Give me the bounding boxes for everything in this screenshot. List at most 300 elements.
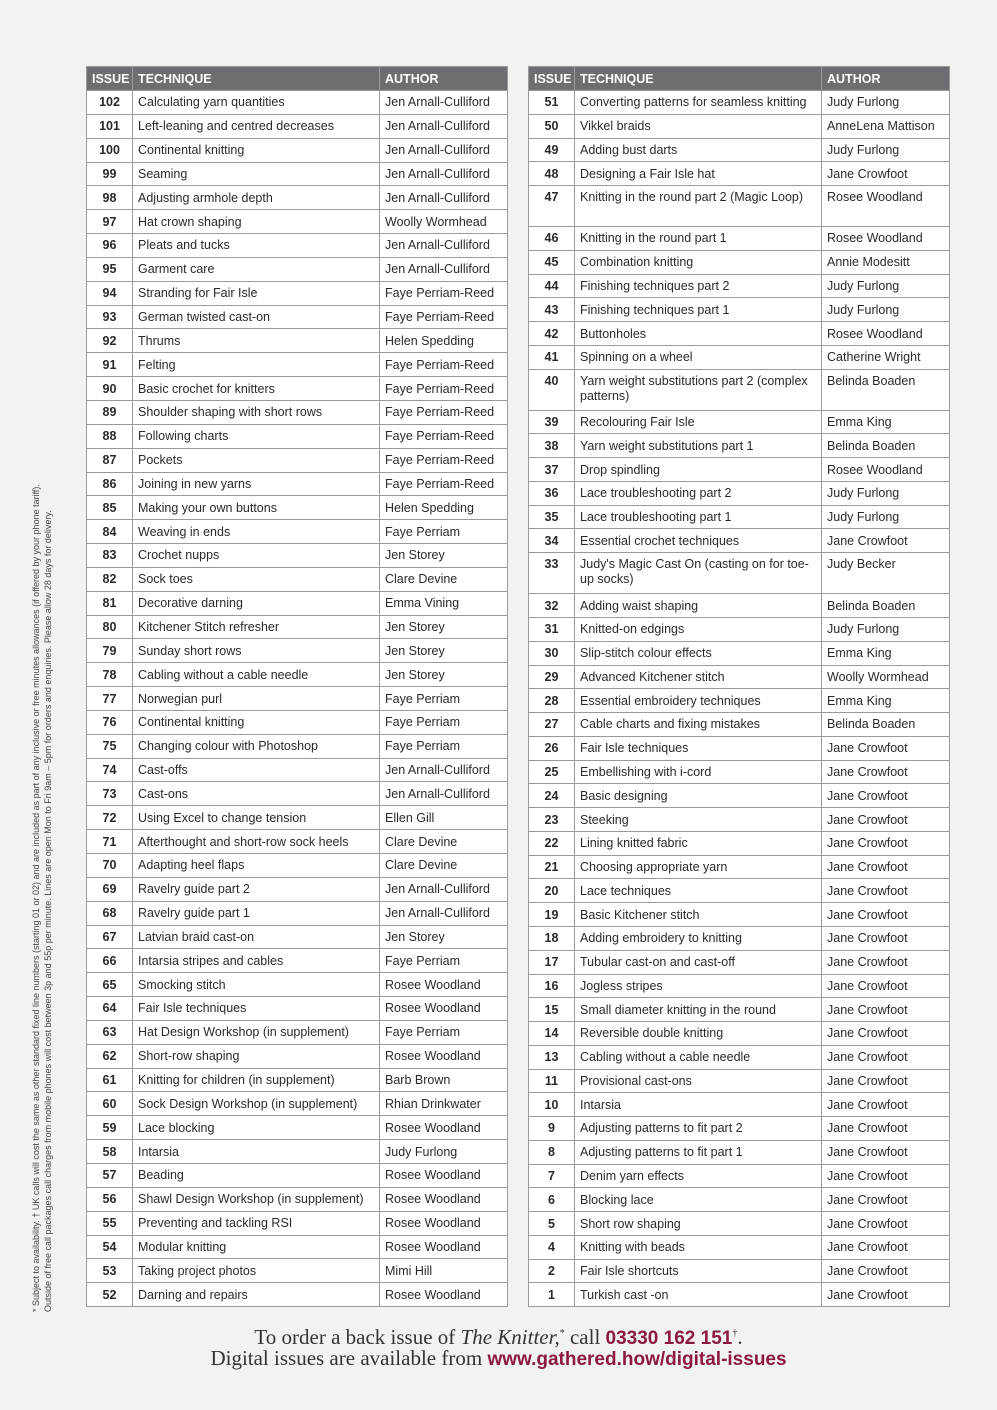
author: Faye Perriam-Reed bbox=[380, 448, 508, 472]
author: Jen Arnall-Culliford bbox=[380, 114, 508, 138]
author: Jen Arnall-Culliford bbox=[380, 782, 508, 806]
technique: Adding bust darts bbox=[575, 138, 822, 162]
author: Jane Crowfoot bbox=[822, 998, 950, 1022]
technique: Denim yarn effects bbox=[575, 1164, 822, 1188]
issue-number: 53 bbox=[87, 1259, 133, 1283]
technique: Sock Design Workshop (in supplement) bbox=[133, 1092, 380, 1116]
author: Catherine Wright bbox=[822, 345, 950, 369]
author: Jane Crowfoot bbox=[822, 1069, 950, 1093]
issue-number: 93 bbox=[87, 305, 133, 329]
issue-number: 76 bbox=[87, 710, 133, 734]
author: Rosee Woodland bbox=[380, 973, 508, 997]
technique: Kitchener Stitch refresher bbox=[133, 615, 380, 639]
table-row bbox=[529, 855, 950, 879]
table-row bbox=[87, 114, 508, 138]
header-author: AUTHOR bbox=[822, 67, 950, 91]
issue-number: 16 bbox=[529, 974, 575, 998]
issue-number: 83 bbox=[87, 544, 133, 568]
issue-number: 84 bbox=[87, 520, 133, 544]
author: Faye Perriam bbox=[380, 687, 508, 711]
author: Jane Crowfoot bbox=[822, 1235, 950, 1259]
author: Jane Crowfoot bbox=[822, 1188, 950, 1212]
issue-number: 27 bbox=[529, 713, 575, 737]
issue-number: 40 bbox=[529, 369, 575, 410]
author: Belinda Boaden bbox=[822, 594, 950, 618]
technique: Adjusting patterns to fit part 1 bbox=[575, 1140, 822, 1164]
table-header-row bbox=[87, 67, 508, 91]
technique: Jogless stripes bbox=[575, 974, 822, 998]
table-row bbox=[529, 784, 950, 808]
order-call: call bbox=[564, 1325, 606, 1349]
table-row bbox=[87, 854, 508, 878]
table-row bbox=[87, 472, 508, 496]
author: Jen Arnall-Culliford bbox=[380, 91, 508, 115]
table-row bbox=[87, 1020, 508, 1044]
issue-number: 44 bbox=[529, 274, 575, 298]
issue-number: 75 bbox=[87, 734, 133, 758]
author: Jen Storey bbox=[380, 663, 508, 687]
technique: Buttonholes bbox=[575, 322, 822, 346]
table-row bbox=[87, 710, 508, 734]
technique: Calculating yarn quantities bbox=[133, 91, 380, 115]
technique: Advanced Kitchener stitch bbox=[575, 665, 822, 689]
author: AnneLena Mattison bbox=[822, 114, 950, 138]
technique: Lining knitted fabric bbox=[575, 831, 822, 855]
technique: Spinning on a wheel bbox=[575, 345, 822, 369]
technique: Cable charts and fixing mistakes bbox=[575, 713, 822, 737]
table-row bbox=[87, 1068, 508, 1092]
table-row bbox=[529, 553, 950, 594]
technique: Cabling without a cable needle bbox=[133, 663, 380, 687]
author: Jen Storey bbox=[380, 639, 508, 663]
table-row bbox=[529, 1045, 950, 1069]
issue-number: 58 bbox=[87, 1140, 133, 1164]
issue-number: 78 bbox=[87, 663, 133, 687]
issue-number: 67 bbox=[87, 925, 133, 949]
issue-number: 1 bbox=[529, 1283, 575, 1307]
author: Rosee Woodland bbox=[380, 1163, 508, 1187]
issue-number: 20 bbox=[529, 879, 575, 903]
table-row bbox=[529, 926, 950, 950]
issue-number: 43 bbox=[529, 298, 575, 322]
issue-number: 10 bbox=[529, 1093, 575, 1117]
author: Faye Perriam-Reed bbox=[380, 424, 508, 448]
author: Jane Crowfoot bbox=[822, 1140, 950, 1164]
digital-issues-link[interactable]: www.gathered.how/digital-issues bbox=[487, 1349, 787, 1370]
author: Jane Crowfoot bbox=[822, 1022, 950, 1046]
author: Jen Arnall-Culliford bbox=[380, 138, 508, 162]
technique: Adding waist shaping bbox=[575, 594, 822, 618]
table-row bbox=[529, 298, 950, 322]
author: Jen Arnall-Culliford bbox=[380, 901, 508, 925]
issue-number: 7 bbox=[529, 1164, 575, 1188]
table-row bbox=[87, 830, 508, 854]
author: Faye Perriam bbox=[380, 1020, 508, 1044]
table-row bbox=[87, 305, 508, 329]
table-row bbox=[529, 950, 950, 974]
issue-number: 82 bbox=[87, 567, 133, 591]
call-cost-mark: † bbox=[732, 1328, 738, 1339]
table-row bbox=[529, 1235, 950, 1259]
table-row bbox=[529, 689, 950, 713]
header-issue: ISSUE bbox=[529, 67, 575, 91]
issue-number: 35 bbox=[529, 505, 575, 529]
back-issues-table-right bbox=[528, 66, 950, 1307]
author: Helen Spedding bbox=[380, 329, 508, 353]
author: Jane Crowfoot bbox=[822, 162, 950, 186]
issue-number: 34 bbox=[529, 529, 575, 553]
author: Belinda Boaden bbox=[822, 434, 950, 458]
table-row bbox=[529, 481, 950, 505]
issue-number: 69 bbox=[87, 877, 133, 901]
author: Rosee Woodland bbox=[380, 997, 508, 1021]
author: Judy Furlong bbox=[822, 481, 950, 505]
table-row bbox=[87, 1163, 508, 1187]
digital-prefix: Digital issues are available from bbox=[210, 1346, 488, 1370]
author: Rosee Woodland bbox=[822, 186, 950, 227]
issue-number: 81 bbox=[87, 591, 133, 615]
issue-number: 11 bbox=[529, 1069, 575, 1093]
technique: Taking project photos bbox=[133, 1259, 380, 1283]
author: Woolly Wormhead bbox=[822, 665, 950, 689]
table-row bbox=[87, 687, 508, 711]
technique: Stranding for Fair Isle bbox=[133, 281, 380, 305]
table-row bbox=[529, 250, 950, 274]
issue-number: 17 bbox=[529, 950, 575, 974]
technique: Small diameter knitting in the round bbox=[575, 998, 822, 1022]
table-row bbox=[87, 1283, 508, 1307]
author: Jen Storey bbox=[380, 615, 508, 639]
technique: Shawl Design Workshop (in supplement) bbox=[133, 1187, 380, 1211]
technique: Short row shaping bbox=[575, 1212, 822, 1236]
issue-number: 102 bbox=[87, 91, 133, 115]
issue-number: 22 bbox=[529, 831, 575, 855]
author: Jane Crowfoot bbox=[822, 831, 950, 855]
technique: Fair Isle shortcuts bbox=[575, 1259, 822, 1283]
technique: Knitted-on edgings bbox=[575, 618, 822, 642]
author: Jane Crowfoot bbox=[822, 903, 950, 927]
technique: Afterthought and short-row sock heels bbox=[133, 830, 380, 854]
issue-number: 66 bbox=[87, 949, 133, 973]
table-row bbox=[87, 377, 508, 401]
table-row bbox=[529, 529, 950, 553]
issue-number: 92 bbox=[87, 329, 133, 353]
technique: Joining in new yarns bbox=[133, 472, 380, 496]
technique: Norwegian purl bbox=[133, 687, 380, 711]
author: Rosee Woodland bbox=[380, 1211, 508, 1235]
table-row bbox=[529, 641, 950, 665]
table-row bbox=[529, 227, 950, 251]
author: Jen Arnall-Culliford bbox=[380, 186, 508, 210]
table-row bbox=[87, 400, 508, 424]
technique: Embellishing with i-cord bbox=[575, 760, 822, 784]
table-row bbox=[87, 1044, 508, 1068]
table-row bbox=[87, 1259, 508, 1283]
technique: Knitting with beads bbox=[575, 1235, 822, 1259]
technique: Shoulder shaping with short rows bbox=[133, 400, 380, 424]
technique: Felting bbox=[133, 353, 380, 377]
issue-number: 91 bbox=[87, 353, 133, 377]
table-row bbox=[87, 1235, 508, 1259]
author: Emma King bbox=[822, 641, 950, 665]
technique: Short-row shaping bbox=[133, 1044, 380, 1068]
table-row bbox=[87, 210, 508, 234]
order-end: . bbox=[737, 1325, 743, 1349]
issue-number: 64 bbox=[87, 997, 133, 1021]
table-row bbox=[529, 831, 950, 855]
table-row bbox=[529, 1022, 950, 1046]
table-row bbox=[529, 186, 950, 227]
issue-number: 25 bbox=[529, 760, 575, 784]
header-technique: TECHNIQUE bbox=[133, 67, 380, 91]
author: Jane Crowfoot bbox=[822, 529, 950, 553]
author: Faye Perriam-Reed bbox=[380, 353, 508, 377]
phone-number[interactable]: 03330 162 151 bbox=[605, 1328, 733, 1349]
author: Clare Devine bbox=[380, 854, 508, 878]
table-header-row bbox=[529, 67, 950, 91]
technique: Seaming bbox=[133, 162, 380, 186]
issue-number: 42 bbox=[529, 322, 575, 346]
technique: Slip-stitch colour effects bbox=[575, 641, 822, 665]
issue-number: 15 bbox=[529, 998, 575, 1022]
author: Jane Crowfoot bbox=[822, 855, 950, 879]
technique: Judy's Magic Cast On (casting on for toe-up socks) bbox=[575, 553, 822, 594]
technique: Changing colour with Photoshop bbox=[133, 734, 380, 758]
author: Jane Crowfoot bbox=[822, 1259, 950, 1283]
table-row bbox=[529, 665, 950, 689]
technique: Intarsia bbox=[575, 1093, 822, 1117]
table-row bbox=[529, 618, 950, 642]
table-row bbox=[529, 713, 950, 737]
table-row bbox=[87, 1211, 508, 1235]
author: Clare Devine bbox=[380, 830, 508, 854]
technique: Ravelry guide part 1 bbox=[133, 901, 380, 925]
table-row bbox=[529, 1259, 950, 1283]
author: Jen Arnall-Culliford bbox=[380, 758, 508, 782]
issue-number: 50 bbox=[529, 114, 575, 138]
table-row bbox=[529, 1164, 950, 1188]
issue-number: 13 bbox=[529, 1045, 575, 1069]
technique: German twisted cast-on bbox=[133, 305, 380, 329]
author: Faye Perriam-Reed bbox=[380, 281, 508, 305]
issue-number: 19 bbox=[529, 903, 575, 927]
table-row bbox=[529, 1212, 950, 1236]
issue-number: 2 bbox=[529, 1259, 575, 1283]
technique: Vikkel braids bbox=[575, 114, 822, 138]
author: Jane Crowfoot bbox=[822, 1045, 950, 1069]
issue-number: 90 bbox=[87, 377, 133, 401]
issue-number: 54 bbox=[87, 1235, 133, 1259]
issue-number: 49 bbox=[529, 138, 575, 162]
table-row bbox=[87, 901, 508, 925]
table-row bbox=[529, 322, 950, 346]
technique: Thrums bbox=[133, 329, 380, 353]
technique: Adjusting armhole depth bbox=[133, 186, 380, 210]
author: Jane Crowfoot bbox=[822, 760, 950, 784]
author: Faye Perriam bbox=[380, 949, 508, 973]
back-issues-table-left bbox=[86, 66, 508, 1307]
author: Jane Crowfoot bbox=[822, 1164, 950, 1188]
author: Jen Storey bbox=[380, 925, 508, 949]
table-row bbox=[87, 162, 508, 186]
technique: Choosing appropriate yarn bbox=[575, 855, 822, 879]
issue-number: 52 bbox=[87, 1283, 133, 1307]
table-row bbox=[529, 458, 950, 482]
table-row bbox=[529, 594, 950, 618]
technique: Yarn weight substitutions part 2 (complex patterns) bbox=[575, 369, 822, 410]
table-row bbox=[87, 806, 508, 830]
technique: Knitting for children (in supplement) bbox=[133, 1068, 380, 1092]
issue-number: 94 bbox=[87, 281, 133, 305]
author: Judy Furlong bbox=[822, 138, 950, 162]
author: Judy Furlong bbox=[822, 91, 950, 115]
table-row bbox=[529, 162, 950, 186]
table-row bbox=[529, 434, 950, 458]
author: Rosee Woodland bbox=[380, 1187, 508, 1211]
table-row bbox=[87, 496, 508, 520]
issue-number: 74 bbox=[87, 758, 133, 782]
author: Mimi Hill bbox=[380, 1259, 508, 1283]
table-row bbox=[529, 91, 950, 115]
author: Judy Becker bbox=[822, 553, 950, 594]
author: Rosee Woodland bbox=[380, 1116, 508, 1140]
technique: Left-leaning and centred decreases bbox=[133, 114, 380, 138]
issue-number: 68 bbox=[87, 901, 133, 925]
issue-number: 36 bbox=[529, 481, 575, 505]
technique: Combination knitting bbox=[575, 250, 822, 274]
technique: Blocking lace bbox=[575, 1188, 822, 1212]
table-row bbox=[529, 1140, 950, 1164]
table-row bbox=[87, 353, 508, 377]
technique: Cast-ons bbox=[133, 782, 380, 806]
table-row bbox=[529, 903, 950, 927]
author: Judy Furlong bbox=[822, 274, 950, 298]
table-row bbox=[87, 1116, 508, 1140]
technique: Tubular cast-on and cast-off bbox=[575, 950, 822, 974]
author: Rosee Woodland bbox=[822, 458, 950, 482]
technique: Basic Kitchener stitch bbox=[575, 903, 822, 927]
table-row bbox=[87, 1140, 508, 1164]
issue-number: 30 bbox=[529, 641, 575, 665]
technique: Finishing techniques part 2 bbox=[575, 274, 822, 298]
issue-number: 60 bbox=[87, 1092, 133, 1116]
issue-number: 99 bbox=[87, 162, 133, 186]
technique: Ravelry guide part 2 bbox=[133, 877, 380, 901]
technique: Basic crochet for knitters bbox=[133, 377, 380, 401]
issue-number: 71 bbox=[87, 830, 133, 854]
author: Annie Modesitt bbox=[822, 250, 950, 274]
table-row bbox=[87, 615, 508, 639]
technique: Converting patterns for seamless knitting bbox=[575, 91, 822, 115]
issue-number: 4 bbox=[529, 1235, 575, 1259]
author: Jen Arnall-Culliford bbox=[380, 877, 508, 901]
table-row bbox=[529, 974, 950, 998]
table-row bbox=[529, 114, 950, 138]
technique: Essential crochet techniques bbox=[575, 529, 822, 553]
table-row bbox=[87, 329, 508, 353]
table-row bbox=[87, 925, 508, 949]
issue-number: 80 bbox=[87, 615, 133, 639]
author: Rosee Woodland bbox=[822, 322, 950, 346]
technique: Finishing techniques part 1 bbox=[575, 298, 822, 322]
issue-number: 56 bbox=[87, 1187, 133, 1211]
issue-number: 89 bbox=[87, 400, 133, 424]
issue-number: 32 bbox=[529, 594, 575, 618]
issue-number: 97 bbox=[87, 210, 133, 234]
technique: Sock toes bbox=[133, 567, 380, 591]
author: Judy Furlong bbox=[822, 618, 950, 642]
table-row bbox=[529, 505, 950, 529]
table-row bbox=[87, 234, 508, 258]
technique: Crochet nupps bbox=[133, 544, 380, 568]
author: Belinda Boaden bbox=[822, 713, 950, 737]
author: Jane Crowfoot bbox=[822, 926, 950, 950]
author: Rosee Woodland bbox=[380, 1235, 508, 1259]
table-row bbox=[87, 949, 508, 973]
technique: Turkish cast -on bbox=[575, 1283, 822, 1307]
technique: Essential embroidery techniques bbox=[575, 689, 822, 713]
author: Emma Vining bbox=[380, 591, 508, 615]
table-row bbox=[529, 1188, 950, 1212]
author: Jane Crowfoot bbox=[822, 1212, 950, 1236]
technique: Lace blocking bbox=[133, 1116, 380, 1140]
issue-number: 101 bbox=[87, 114, 133, 138]
issue-number: 51 bbox=[529, 91, 575, 115]
technique: Making your own buttons bbox=[133, 496, 380, 520]
issue-number: 6 bbox=[529, 1188, 575, 1212]
table-body-left bbox=[87, 91, 508, 1307]
technique: Beading bbox=[133, 1163, 380, 1187]
issue-number: 77 bbox=[87, 687, 133, 711]
table-row bbox=[529, 1117, 950, 1141]
author: Jen Storey bbox=[380, 544, 508, 568]
technique: Hat crown shaping bbox=[133, 210, 380, 234]
technique: Adding embroidery to knitting bbox=[575, 926, 822, 950]
technique: Reversible double knitting bbox=[575, 1022, 822, 1046]
technique: Smocking stitch bbox=[133, 973, 380, 997]
technique: Weaving in ends bbox=[133, 520, 380, 544]
author: Faye Perriam-Reed bbox=[380, 472, 508, 496]
issue-number: 73 bbox=[87, 782, 133, 806]
issue-number: 18 bbox=[529, 926, 575, 950]
issue-number: 98 bbox=[87, 186, 133, 210]
technique: Fair Isle techniques bbox=[133, 997, 380, 1021]
issue-number: 100 bbox=[87, 138, 133, 162]
technique: Cabling without a cable needle bbox=[575, 1045, 822, 1069]
issue-number: 41 bbox=[529, 345, 575, 369]
table-row bbox=[87, 91, 508, 115]
issue-number: 8 bbox=[529, 1140, 575, 1164]
technique: Sunday short rows bbox=[133, 639, 380, 663]
terms-line-1: * Subject to availability. † UK calls will cost the same as other standard fixed line numbers (starting 01 or 02) and are included as part of any inclusive or free minutes allowances (if offered by your phone tariff). bbox=[31, 484, 41, 1312]
technique: Using Excel to change tension bbox=[133, 806, 380, 830]
issue-number: 23 bbox=[529, 808, 575, 832]
table-row bbox=[87, 782, 508, 806]
issue-number: 31 bbox=[529, 618, 575, 642]
author: Jane Crowfoot bbox=[822, 1093, 950, 1117]
table-row bbox=[529, 1283, 950, 1307]
author: Helen Spedding bbox=[380, 496, 508, 520]
technique: Pleats and tucks bbox=[133, 234, 380, 258]
author: Jen Arnall-Culliford bbox=[380, 162, 508, 186]
issue-number: 57 bbox=[87, 1163, 133, 1187]
issue-number: 88 bbox=[87, 424, 133, 448]
author: Faye Perriam-Reed bbox=[380, 305, 508, 329]
technique: Decorative darning bbox=[133, 591, 380, 615]
table-row bbox=[87, 877, 508, 901]
table-row bbox=[87, 997, 508, 1021]
technique: Knitting in the round part 2 (Magic Loop) bbox=[575, 186, 822, 227]
